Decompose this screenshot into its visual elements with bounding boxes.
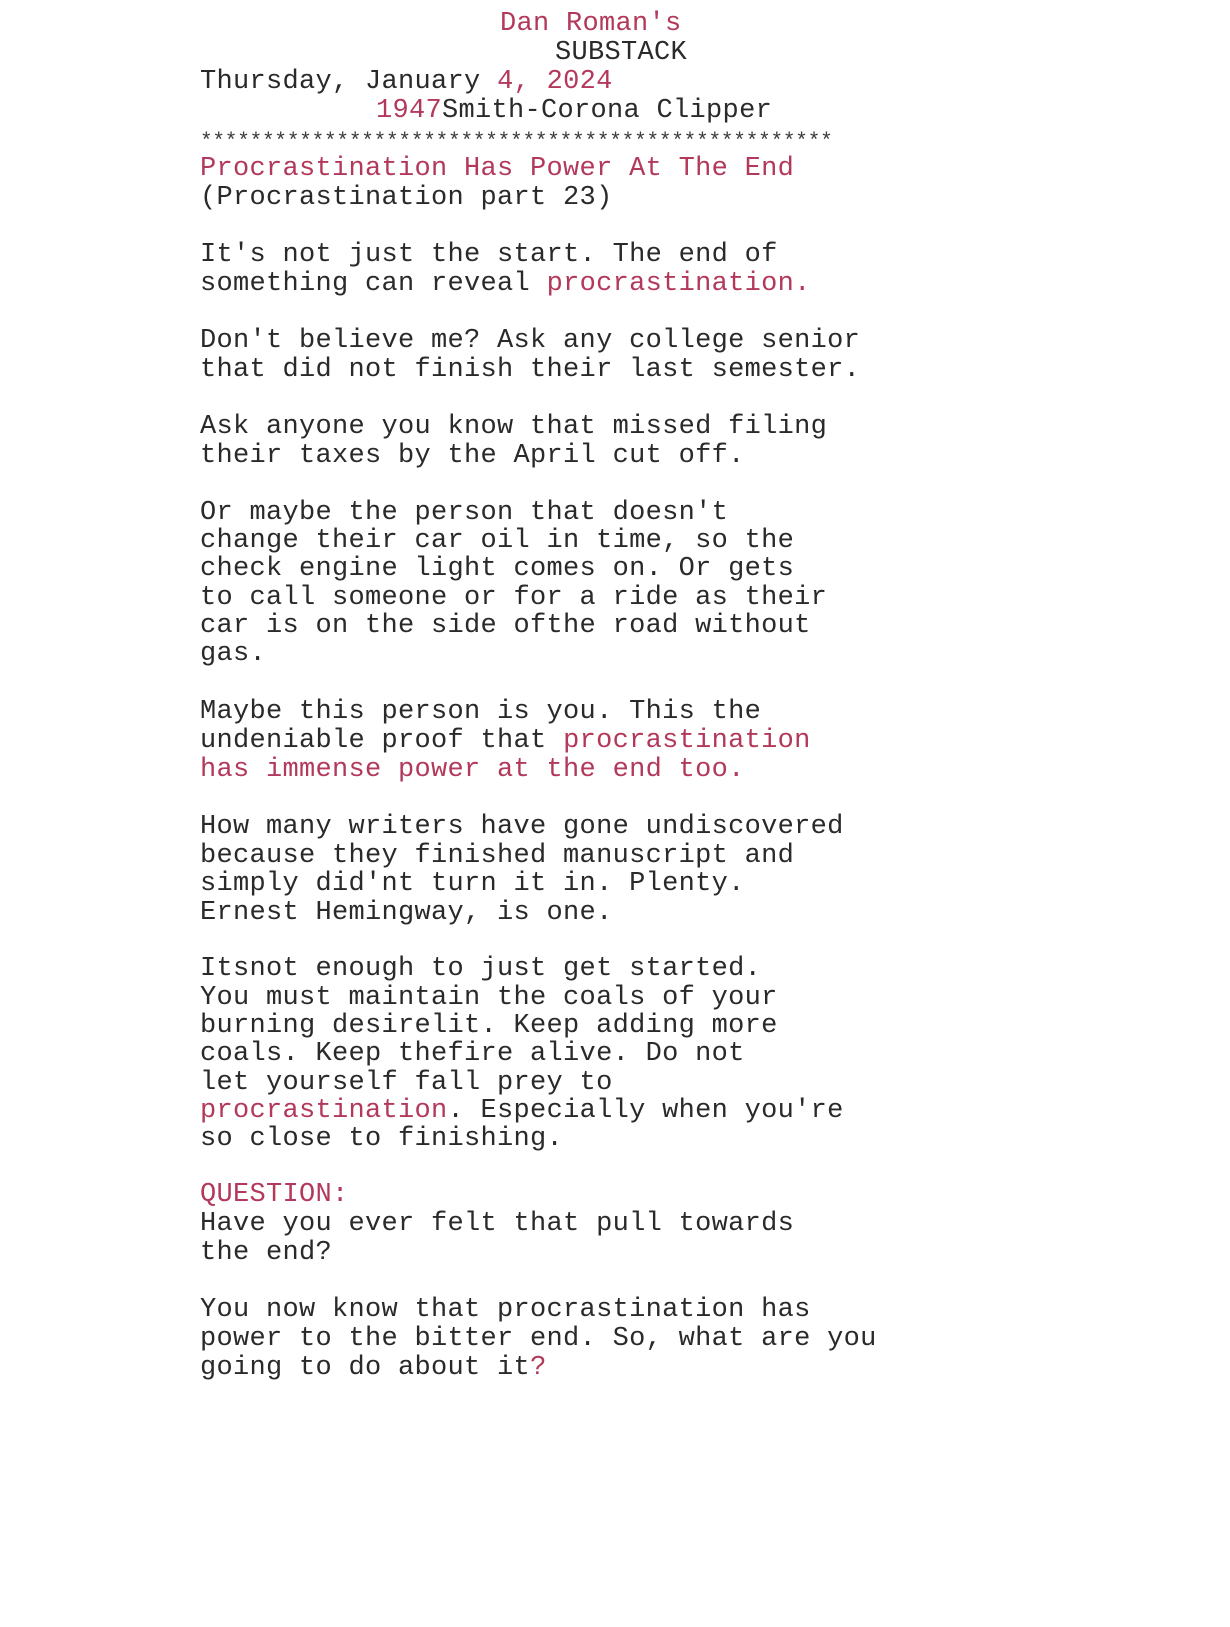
question-line-2: the end?	[200, 1238, 333, 1268]
paragraph-9-line-3	[200, 1353, 547, 1383]
paragraph-3-line-2: their taxes by the April cut off.	[200, 441, 745, 471]
paragraph-5-line-3: has immense power at the end too.	[200, 755, 745, 785]
paragraph-4-line-6: gas.	[200, 639, 267, 669]
date-suffix: 4, 2024	[497, 67, 613, 97]
p7-highlight: procrastination	[200, 1096, 448, 1126]
paragraph-7-line-2: You must maintain the coals of your	[200, 983, 778, 1013]
separator-row: ***************************************************	[200, 131, 833, 154]
p1-highlight: procrastination.	[546, 269, 811, 299]
p5-text: undeniable proof that	[200, 726, 564, 756]
paragraph-2-line-2: that did not finish their last semester.	[200, 355, 861, 385]
p9-question-mark: ?	[530, 1353, 547, 1383]
paragraph-6-line-4: Ernest Hemingway, is one.	[200, 898, 613, 928]
paragraph-9-line-2: power to the bitter end. So, what are you	[200, 1324, 877, 1354]
paragraph-7-line-6	[200, 1096, 844, 1126]
paragraph-4-line-4: to call someone or for a ride as their	[200, 583, 828, 613]
typewriter-model: Smith-Corona Clipper	[442, 96, 773, 126]
publication-name: SUBSTACK	[555, 38, 688, 68]
question-label: QUESTION:	[200, 1180, 349, 1210]
article-subtitle: (Procrastination part 23)	[200, 183, 613, 213]
paragraph-3-line-1: Ask anyone you know that missed filing	[200, 412, 828, 442]
paragraph-5-line-2	[200, 726, 811, 756]
paragraph-4-line-2: change their car oil in time, so the	[200, 526, 795, 556]
p1-text: something can reveal	[200, 269, 547, 299]
paragraph-9-line-1: You now know that procrastination has	[200, 1295, 811, 1325]
paragraph-6-line-2: because they finished manuscript and	[200, 841, 795, 871]
paragraph-5-line-1: Maybe this person is you. This the	[200, 697, 762, 727]
paragraph-7-line-4: coals. Keep thefire alive. Do not	[200, 1039, 745, 1069]
date-prefix: Thursday, January	[200, 67, 498, 97]
p5-highlight: procrastination	[563, 726, 811, 756]
paragraph-7-line-7: so close to finishing.	[200, 1124, 564, 1154]
paragraph-1-line-2	[200, 269, 811, 299]
paragraph-1-line-1: It's not just the start. The end of	[200, 240, 778, 270]
paragraph-4-line-1: Or maybe the person that doesn't	[200, 498, 729, 528]
paragraph-4-line-3: check engine light comes on. Or gets	[200, 554, 795, 584]
p9-text: going to do about it	[200, 1353, 531, 1383]
paragraph-7-line-1: Itsnot enough to just get started.	[200, 954, 762, 984]
paragraph-7-line-5: let yourself fall prey to	[200, 1068, 613, 1098]
author-name: Dan Roman's	[500, 9, 682, 39]
paragraph-6-line-1: How many writers have gone undiscovered	[200, 812, 844, 842]
paragraph-6-line-3: simply did'nt turn it in. Plenty.	[200, 869, 745, 899]
date-line	[200, 67, 613, 97]
paragraph-4-line-5: car is on the side ofthe road without	[200, 611, 811, 641]
paragraph-7-line-3: burning desirelit. Keep adding more	[200, 1011, 778, 1041]
p7-text: . Especially when you're	[447, 1096, 844, 1126]
article-headline: Procrastination Has Power At The End	[200, 154, 795, 184]
typewriter-line	[376, 96, 772, 126]
paragraph-2-line-1: Don't believe me? Ask any college senior	[200, 326, 861, 356]
typewriter-year: 1947	[376, 96, 443, 126]
question-line-1: Have you ever felt that pull towards	[200, 1209, 795, 1239]
